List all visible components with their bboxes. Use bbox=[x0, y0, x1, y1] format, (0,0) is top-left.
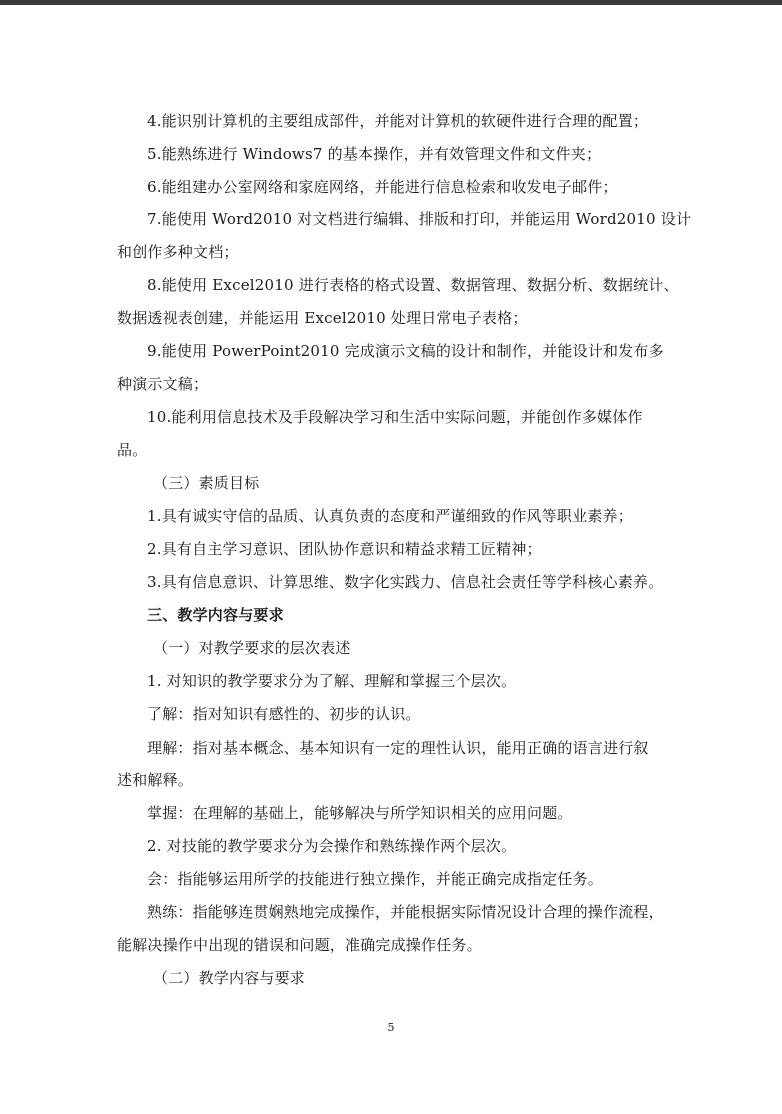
paragraph-line: 理解：指对基本概念、基本知识有一定的理性认识，能用正确的语言进行叙 bbox=[147, 739, 649, 757]
subsection-heading: （二）教学内容与要求 bbox=[153, 969, 306, 987]
paragraph-line: 8.能使用 Excel2010 进行表格的格式设置、数据管理、数据分析、数据统计、 bbox=[147, 276, 679, 294]
subsection-heading: （三）素质目标 bbox=[153, 474, 260, 492]
paragraph-line: 数据透视表创建，并能运用 Excel2010 处理日常电子表格； bbox=[117, 309, 528, 327]
paragraph-line: 10.能利用信息技术及手段解决学习和生活中实际问题，并能创作多媒体作 bbox=[147, 408, 643, 426]
paragraph-line: 3.具有信息意识、计算思维、数字化实践力、信息社会责任等学科核心素养。 bbox=[147, 573, 664, 591]
paragraph-line: 1.具有诚实守信的品质、认真负责的态度和严谨细致的作风等职业素养； bbox=[147, 507, 633, 525]
paragraph-line: 和创作多种文档； bbox=[117, 243, 239, 261]
paragraph-line: 熟练：指能够连贯娴熟地完成操作，并能根据实际情况设计合理的操作流程， bbox=[147, 903, 664, 921]
subsection-heading: （一）对教学要求的层次表述 bbox=[153, 639, 351, 657]
paragraph-line: 了解：指对知识有感性的、初步的认识。 bbox=[147, 705, 421, 723]
paragraph-line: 2.具有自主学习意识、团队协作意识和精益求精工匠精神； bbox=[147, 540, 542, 558]
paragraph-line: 5.能熟练进行 Windows7 的基本操作，并有效管理文件和文件夹； bbox=[147, 145, 602, 163]
paragraph-line: 2. 对技能的教学要求分为会操作和熟练操作两个层次。 bbox=[147, 837, 517, 855]
paragraph-line: 掌握：在理解的基础上，能够解决与所学知识相关的应用问题。 bbox=[147, 804, 573, 822]
page-number: 5 bbox=[387, 1021, 395, 1034]
paragraph-line: 述和解释。 bbox=[117, 771, 194, 789]
paragraph-line: 6.能组建办公室网络和家庭网络，并能进行信息检索和收发电子邮件； bbox=[147, 178, 618, 196]
paragraph-line: 品。 bbox=[117, 441, 148, 459]
paragraph-line: 9.能使用 PowerPoint2010 完成演示文稿的设计和制作，并能设计和发布多 bbox=[147, 342, 664, 360]
paragraph-line: 能解决操作中出现的错误和问题，准确完成操作任务。 bbox=[117, 936, 482, 954]
paragraph-line: 种演示文稿； bbox=[117, 375, 209, 393]
section-heading: 三、教学内容与要求 bbox=[147, 606, 284, 624]
paragraph-line: 1. 对知识的教学要求分为了解、理解和掌握三个层次。 bbox=[147, 672, 517, 690]
paragraph-line: 会：指能够运用所学的技能进行独立操作，并能正确完成指定任务。 bbox=[147, 870, 604, 888]
paragraph-line: 4.能识别计算机的主要组成部件，并能对计算机的软硬件进行合理的配置； bbox=[147, 112, 649, 130]
paragraph-line: 7.能使用 Word2010 对文档进行编辑、排版和打印，并能运用 Word2010 设计 bbox=[147, 210, 692, 228]
